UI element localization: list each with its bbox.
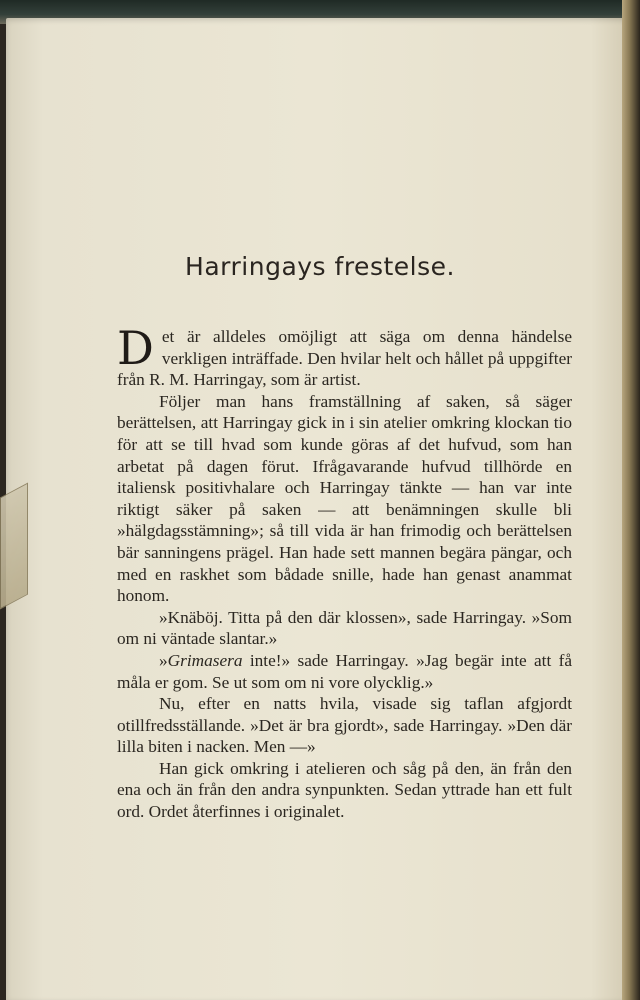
page-flap [0,483,28,610]
paragraph-text: et är alldeles omöjligt att säga om denna händelse verkligen inträffade. Den hvilar helt och hållet på uppgifter från R. M. Harringay, som är artist. [117,327,572,390]
chapter-title: Harringays frestelse. [185,252,455,281]
book-page-edge [622,0,640,1000]
emphasis: Grimasera [167,650,243,670]
paragraph [117,650,572,693]
drop-cap: D [117,321,154,375]
quote-open: » [159,650,168,670]
paragraph: »Knäböj. Titta på den där klossen», sade Harringay. »Som om ni väntade slantar.» [117,607,572,649]
paragraph [117,321,572,391]
paragraph: Följer man hans framställning af saken, så säger berättelsen, att Harringay gick in i sin atelier omkring klockan tio för att se till hvad som kunde göras af det hufvud, som han arbetat på dagen förut. Ifrågavarande hufvud tillhörde en italiensk positivhalare och Harringay tänkte — han var inte riktigt säker på saken — att benämningen skulle bli »hälgdagsstämning»; så till vida är han frimodig och berättelsen bär sanningens prägel. Han hade sett mannen begära pängar, och med en raskhet som bådade snille, hade han genast anammat honom. [117,391,572,606]
paragraph: Han gick omkring i atelieren och såg på den, än från den ena och än från den andra synpunkten. Sedan yttrade han ett fult ord. Ordet återfinnes i originalet. [117,758,572,822]
paragraph: Nu, efter en natts hvila, visade sig taflan afgjordt otillfredsställande. »Det är bra gjordt», sade Harringay. »Den där lilla biten i nacken. Men —» [117,694,572,757]
paragraph-text: inte!» sade Harringay. »Jag begär inte att få måla er gom. Se ut som om ni vore olycklig.» [117,650,572,692]
body-text [117,321,572,823]
